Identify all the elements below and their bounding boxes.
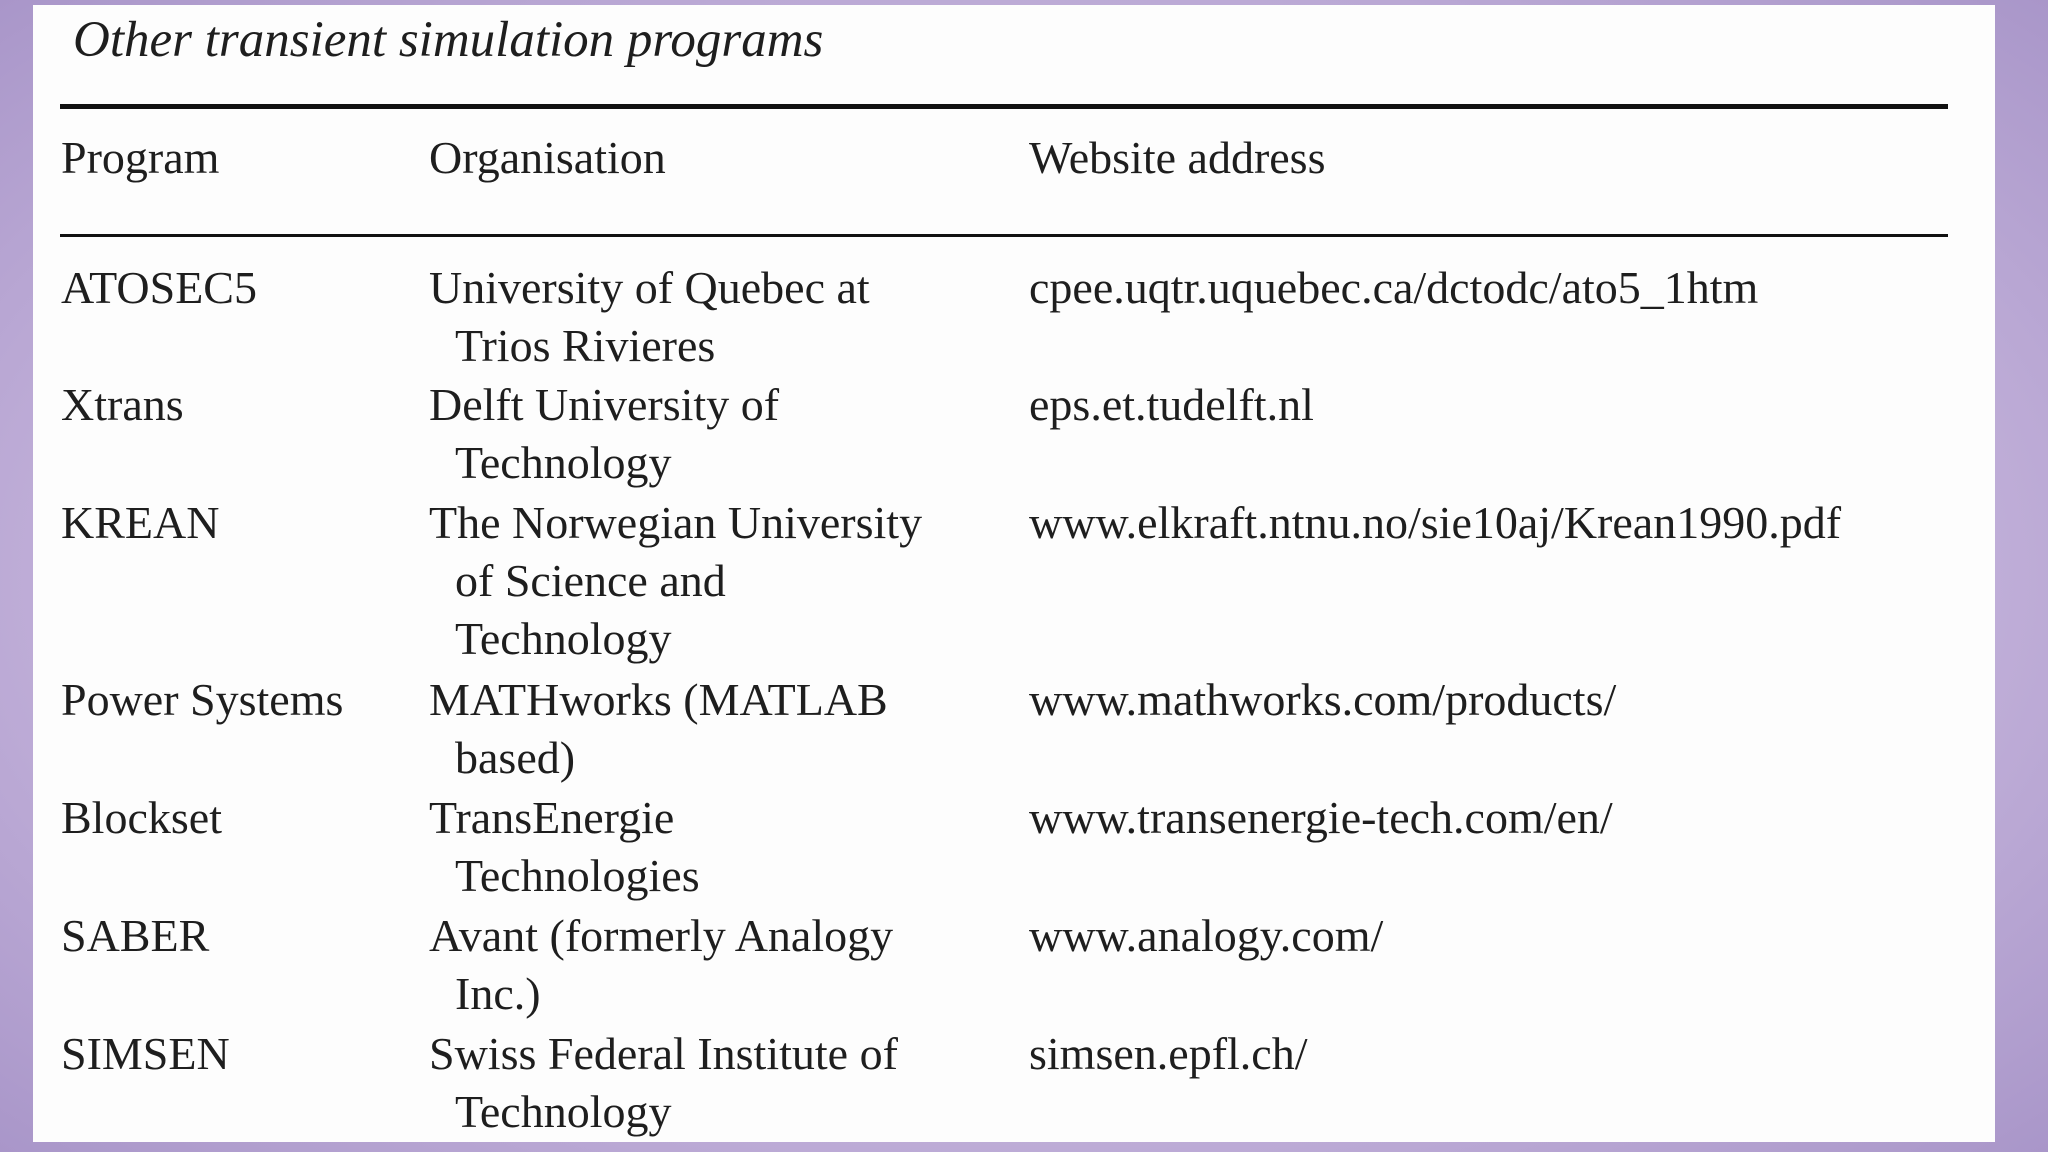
slide-page bbox=[33, 5, 1995, 1142]
organisation-line: Inc.) bbox=[455, 968, 541, 1019]
program-cell: Power Systems bbox=[61, 674, 344, 725]
organisation-cell bbox=[429, 494, 922, 668]
program-cell: ATOSEC5 bbox=[61, 262, 257, 313]
website-cell: simsen.epfl.ch/ bbox=[1029, 1028, 1308, 1079]
website-cell: cpee.uqtr.uquebec.ca/dctodc/ato5_1htm bbox=[1029, 262, 1759, 313]
organisation-line: Trios Rivieres bbox=[455, 320, 716, 371]
website-cell: eps.et.tudelft.nl bbox=[1029, 379, 1314, 430]
organisation-line: The Norwegian University bbox=[429, 497, 923, 548]
organisation-line: based) bbox=[455, 732, 576, 783]
organisation-cell bbox=[429, 907, 893, 1023]
website-cell: www.transenergie-tech.com/en/ bbox=[1029, 792, 1613, 843]
website-cell: www.mathworks.com/products/ bbox=[1029, 674, 1617, 725]
organisation-line: Delft University of bbox=[429, 379, 780, 430]
website-cell: www.elkraft.ntnu.no/sie10aj/Krean1990.pdf bbox=[1029, 497, 1842, 548]
organisation-cell bbox=[429, 376, 779, 492]
program-cell: Xtrans bbox=[61, 379, 184, 430]
organisation-line: MATHworks (MATLAB bbox=[429, 674, 888, 725]
organisation-line: Swiss Federal Institute of bbox=[429, 1028, 898, 1079]
table-top-rule bbox=[60, 104, 1948, 109]
organisation-cell bbox=[429, 789, 700, 905]
table-caption: Other transient simulation programs bbox=[73, 12, 824, 68]
website-cell: www.analogy.com/ bbox=[1029, 910, 1384, 961]
program-cell: KREAN bbox=[61, 497, 220, 548]
organisation-line: Technology bbox=[455, 437, 672, 488]
organisation-cell bbox=[429, 1025, 898, 1141]
program-cell: SABER bbox=[61, 910, 210, 961]
organisation-line: Technology bbox=[455, 613, 672, 664]
organisation-cell bbox=[429, 259, 870, 375]
program-cell: SIMSEN bbox=[61, 1028, 230, 1079]
column-header-program: Program bbox=[61, 132, 220, 183]
organisation-line: Technologies bbox=[455, 850, 700, 901]
organisation-line: University of Quebec at bbox=[429, 262, 870, 313]
organisation-cell bbox=[429, 671, 888, 787]
organisation-line: Technology bbox=[455, 1086, 672, 1137]
column-header-organisation: Organisation bbox=[429, 132, 666, 183]
column-header-website: Website address bbox=[1029, 132, 1326, 183]
table-header-rule bbox=[60, 234, 1948, 237]
organisation-line: of Science and bbox=[455, 555, 726, 606]
organisation-line: TransEnergie bbox=[429, 792, 675, 843]
program-cell: Blockset bbox=[61, 792, 222, 843]
organisation-line: Avant (formerly Analogy bbox=[429, 910, 894, 961]
